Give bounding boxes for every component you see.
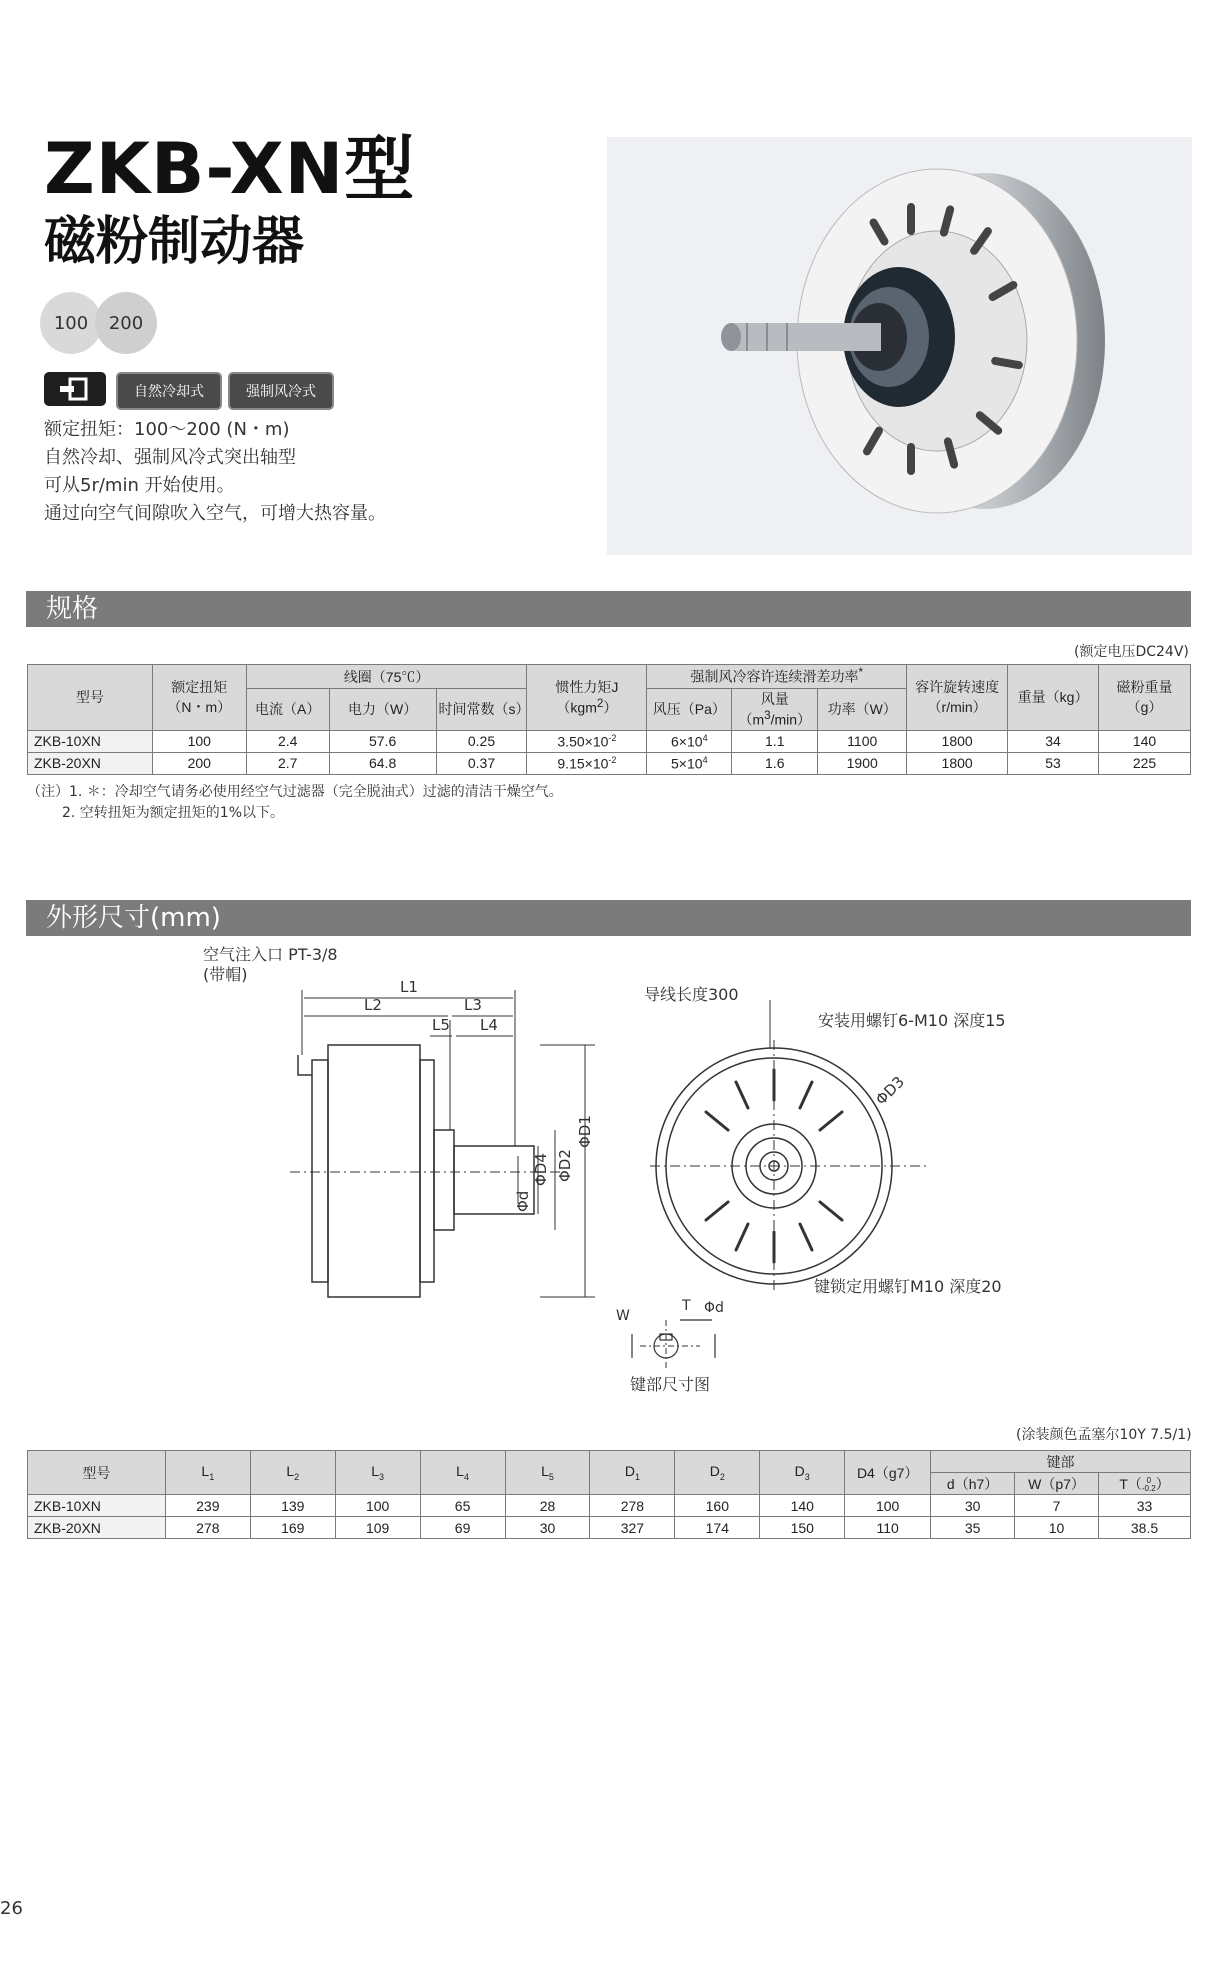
label-l3: L3 — [464, 996, 482, 1014]
col-key-w: W（p7） — [1015, 1473, 1099, 1495]
desc-line: 额定扭矩：100～200 (N・m) — [44, 419, 290, 440]
dimensions-table — [27, 1450, 1191, 1539]
table-row: ZKB-10XN 100 2.4 57.6 0.25 $3.50\times 10^{-2}$ $6\times 10^4$ 1.1 1100 1800 34 140 — [28, 730, 1191, 752]
section-dimensions-heading: 外形尺寸(mm) — [26, 900, 1191, 936]
col-air-pressure: 风压（Pa） — [647, 689, 732, 731]
table-row: ZKB-20XN 278 169 109 69 30 327 174 150 110 35 10 38.5 — [28, 1517, 1191, 1539]
col-l4: $L_4$ — [420, 1451, 505, 1495]
label-key-w: W — [616, 1308, 630, 1324]
col-rated-torque: 额定扭矩 （N・m） — [152, 665, 246, 731]
tag-forced-air: 强制风冷式 — [228, 372, 334, 410]
spec-note-1: （注）1. ＊：冷却空气请务必使用经空气过滤器（完全脱油式）过滤的清洁干燥空气。 — [27, 784, 563, 800]
page-number: 26 — [0, 1898, 23, 1919]
desc-line: 可从5r/min 开始使用。 — [44, 475, 235, 496]
col-d4: D4（g7） — [845, 1451, 931, 1495]
label-air-inlet: 空气注入口 PT-3/8 — [203, 945, 338, 964]
table-row: ZKB-20XN 200 2.7 64.8 0.37 $9.15\times 10^{-2}$ $5\times 10^4$ 1.6 1900 1800 53 225 — [28, 752, 1191, 774]
shaft-type-icon — [44, 372, 106, 406]
col-l3: $L_3$ — [335, 1451, 420, 1495]
size-badge-100: 100 — [40, 292, 102, 354]
col-d3: $D_3$ — [760, 1451, 845, 1495]
col-key-t: T（ 0 -0.2 ） — [1099, 1473, 1191, 1495]
size-badge-200: 200 — [95, 292, 157, 354]
table-row: ZKB-10XN 239 139 100 65 28 278 160 140 100 30 7 33 — [28, 1495, 1191, 1517]
brake-illustration — [607, 137, 1192, 555]
col-weight: 重量（kg） — [1008, 665, 1099, 731]
description — [44, 416, 386, 528]
col-time-const: 时间常数（s） — [436, 689, 527, 731]
col-slip-power: 功率（W） — [818, 689, 907, 731]
product-photo — [607, 137, 1192, 555]
protruding-shaft-icon — [58, 377, 92, 401]
desc-line: 自然冷却、强制风冷式突出轴型 — [44, 447, 296, 468]
col-forced-air: 强制风冷容许连续滑差功率* — [647, 665, 907, 689]
voltage-note: (额定电压DC24V) — [1074, 644, 1189, 660]
spec-note-2: 2. 空转扭矩为额定扭矩的1%以下。 — [62, 805, 285, 821]
col-l5: $L_5$ — [505, 1451, 590, 1495]
col-speed: 容许旋转速度 （r/min） — [907, 665, 1008, 731]
label-key-screw: 键锁定用螺钉M10 深度20 — [814, 1277, 1002, 1296]
label-lead-length: 导线长度300 — [644, 985, 739, 1004]
label-d: Φd — [514, 1190, 532, 1212]
col-key: 键部 — [931, 1451, 1191, 1473]
front-view-drawing — [650, 1000, 950, 1300]
label-l4: L4 — [480, 1016, 498, 1034]
spec-table — [27, 664, 1191, 775]
col-l1: $L_1$ — [165, 1451, 250, 1495]
label-d2: ΦD2 — [556, 1149, 574, 1182]
page-title: ZKB-XN型 — [44, 128, 416, 210]
col-inertia: 惯性力矩J （kgm$^2$） — [527, 665, 647, 731]
col-current: 电流（A） — [246, 689, 329, 731]
col-coil: 线圈（75℃） — [246, 665, 527, 689]
col-d2: $D_2$ — [675, 1451, 760, 1495]
col-d1: $D_1$ — [590, 1451, 675, 1495]
label-key-caption: 键部尺寸图 — [630, 1375, 711, 1394]
col-model: 型号 — [28, 665, 153, 731]
label-l5: L5 — [432, 1016, 450, 1034]
paint-note: (涂装颜色孟塞尔10Y 7.5/1) — [1016, 1427, 1192, 1443]
label-cap: (带帽) — [203, 965, 248, 984]
label-d3: ΦD3 — [872, 1072, 908, 1109]
page-subtitle: 磁粉制动器 — [44, 212, 305, 272]
tag-natural-cooling: 自然冷却式 — [116, 372, 222, 410]
col-l2: $L_2$ — [250, 1451, 335, 1495]
col-model: 型号 — [28, 1451, 166, 1495]
label-d1: ΦD1 — [576, 1115, 594, 1148]
label-mount-screw: 安装用螺钉6-M10 深度15 — [818, 1011, 1006, 1030]
label-d4: ΦD4 — [532, 1153, 550, 1186]
col-powder: 磁粉重量 （g） — [1099, 665, 1191, 731]
label-l1: L1 — [400, 978, 418, 996]
col-air-flow: 风量 $(m^3/\min)$ — [732, 689, 818, 731]
section-spec-heading: 规格 — [26, 591, 1191, 627]
col-key-d: d（h7） — [931, 1473, 1015, 1495]
label-key-d: Φd — [704, 1300, 724, 1316]
col-power: 电力（W） — [329, 689, 436, 731]
label-key-t: T — [682, 1298, 691, 1314]
desc-line: 通过向空气间隙吹入空气，可增大热容量。 — [44, 503, 386, 524]
front-view-svg — [650, 1000, 950, 1300]
label-l2: L2 — [364, 996, 382, 1014]
